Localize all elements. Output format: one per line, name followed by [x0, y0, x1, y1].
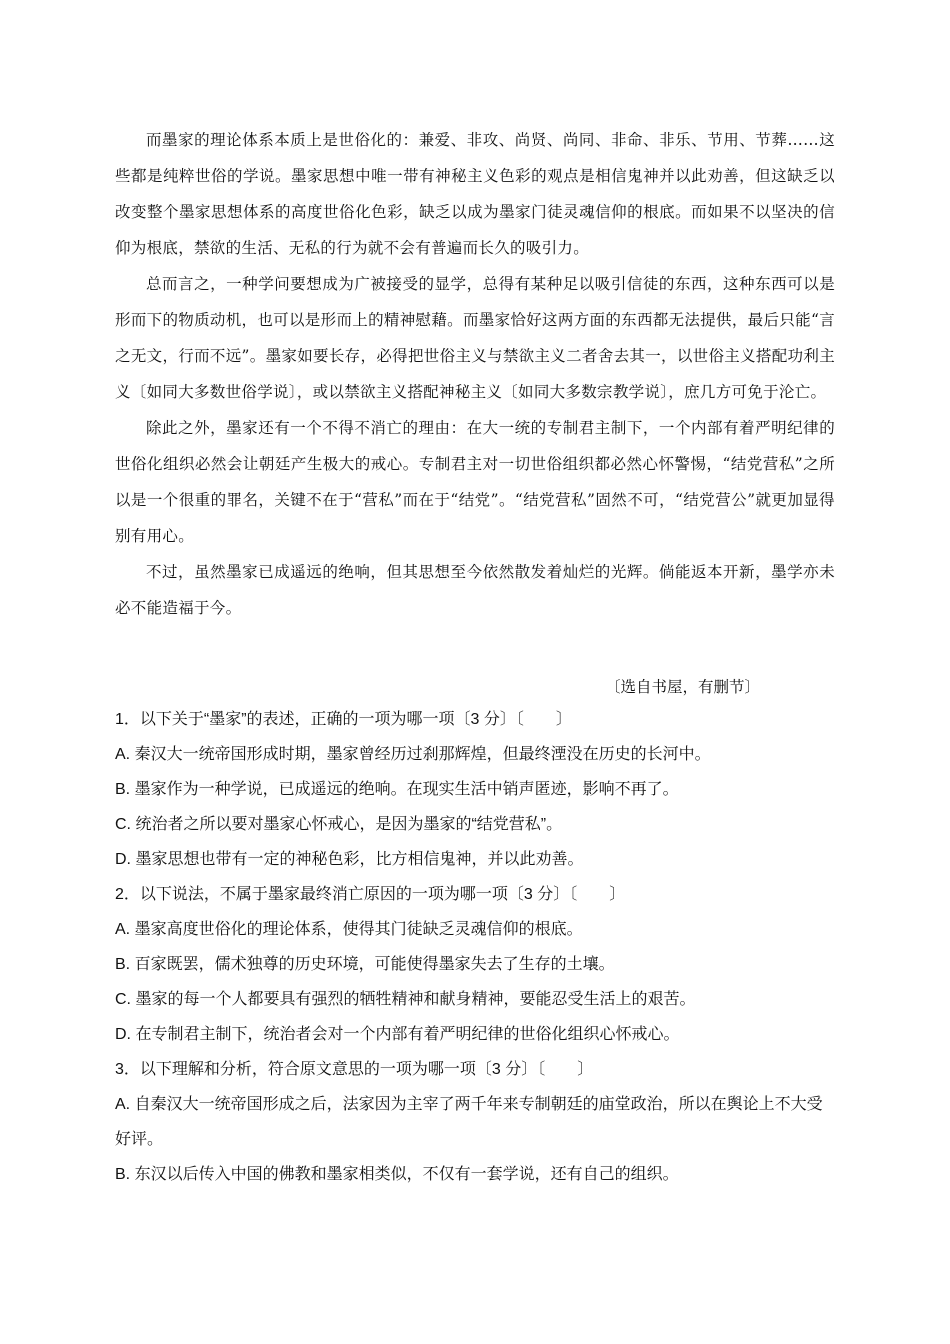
option-c: C. 墨家的每一个人都要具有强烈的牺牲精神和献身精神，要能忍受生活上的艰苦。	[115, 991, 696, 1008]
passage-paragraph-1: 而墨家的理论体系本质上是世俗化的：兼爱、非攻、尚贤、尚同、非命、非乐、节用、节葬……这些都是纯粹世俗的学说。墨家思想中唯一带有神秘主义色彩的观点是相信鬼神并以此劝善，但这缺乏以改变整个墨家思想体系的高度世俗化色彩，缺乏以成为墨家门徒灵魂信仰的根底。而如果不以坚决的信仰为根底，禁欲的生活、无私的行为就不会有普遍而长久的吸引力。	[115, 131, 835, 257]
option-c: C. 统治者之所以要对墨家心怀戒心，是因为墨家的“结党营私”。	[115, 816, 563, 833]
source-citation: 〔选自书屋，有删节〕	[605, 678, 761, 696]
option-b: B. 墨家作为一种学说，已成遥远的绝响。在现实生活中销声匿迹，影响不再了。	[115, 781, 679, 798]
question-stem: 2．以下说法，不属于墨家最终消亡原因的一项为哪一项〔3 分〕〔 〕	[115, 886, 626, 903]
option-a: A. 自秦汉大一统帝国形成之后，法家因为主宰了两千年来专制朝廷的庙堂政治，所以在舆论上不大受好评。	[115, 1096, 823, 1148]
question-stem: 3．以下理解和分析，符合原文意思的一项为哪一项〔3 分〕〔 〕	[115, 1061, 594, 1078]
passage-paragraph-3: 除此之外，墨家还有一个不得不消亡的理由：在大一统的专制君主制下，一个内部有着严明纪律的世俗化组织必然会让朝廷产生极大的戒心。专制君主对一切世俗组织都必然心怀警惕，“结党营私”之所以是一个很重的罪名，关键不在于“营私”而在于“结党”。“结党营私”固然不可，“结党营公”就更加显得别有用心。	[115, 419, 835, 545]
question-2	[115, 877, 835, 1052]
option-a: A. 秦汉大一统帝国形成时期，墨家曾经历过刹那辉煌，但最终湮没在历史的长河中。	[115, 746, 711, 763]
question-1	[115, 702, 835, 877]
passage-paragraph-2: 总而言之，一种学问要想成为广被接受的显学，总得有某种足以吸引信徒的东西，这种东西可以是形而下的物质动机，也可以是形而上的精神慰藉。而墨家恰好这两方面的东西都无法提供，最后只能“言之无文，行而不远”。墨家如要长存，必得把世俗主义与禁欲主义二者舍去其一，以世俗主义搭配功利主义〔如同大多数世俗学说〕，或以禁欲主义搭配神秘主义〔如同大多数宗教学说〕，庶几方可免于沦亡。	[115, 275, 835, 401]
question-3	[115, 1052, 835, 1192]
question-stem: 1．以下关于“墨家”的表述，正确的一项为哪一项〔3 分〕〔 〕	[115, 711, 572, 728]
option-b: B. 百家既罢，儒术独尊的历史环境，可能使得墨家失去了生存的土壤。	[115, 956, 615, 973]
questions-section	[115, 702, 835, 1192]
option-a: A. 墨家高度世俗化的理论体系，使得其门徒缺乏灵魂信仰的根底。	[115, 921, 583, 938]
option-d: D. 墨家思想也带有一定的神秘色彩，比方相信鬼神，并以此劝善。	[115, 851, 584, 868]
reading-passage	[115, 122, 835, 626]
passage-paragraph-4: 不过，虽然墨家已成遥远的绝响，但其思想至今依然散发着灿烂的光辉。倘能返本开新，墨学亦未必不能造福于今。	[115, 563, 835, 617]
option-d: D. 在专制君主制下，统治者会对一个内部有着严明纪律的世俗化组织心怀戒心。	[115, 1026, 680, 1043]
option-b: B. 东汉以后传入中国的佛教和墨家相类似，不仅有一套学说，还有自己的组织。	[115, 1166, 679, 1183]
